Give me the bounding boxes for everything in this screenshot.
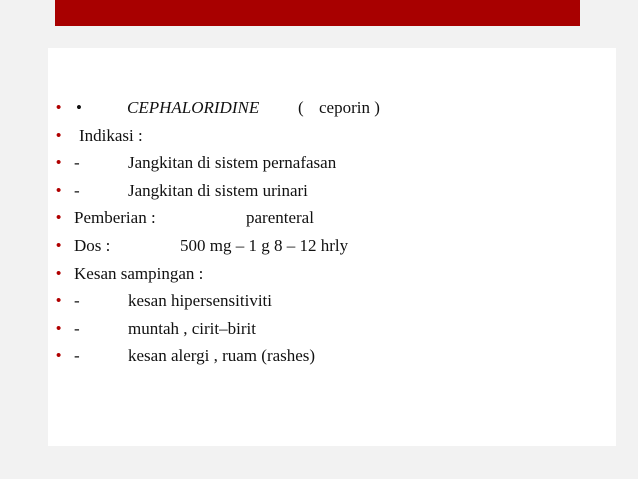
bullet-icon: • xyxy=(56,319,62,337)
administration-value: parenteral xyxy=(246,208,314,228)
indication-text: Jangkitan di sistem pernafasan xyxy=(128,153,337,173)
bullet-icon: • xyxy=(56,99,62,116)
bullet-icon: • xyxy=(56,126,62,144)
dash-marker: - xyxy=(74,291,80,311)
bullet-icon: • xyxy=(56,154,62,172)
dose-label: Dos : xyxy=(74,235,111,255)
open-paren: ( xyxy=(298,98,304,117)
bullet-icon: • xyxy=(56,236,62,254)
dash-marker: - xyxy=(74,180,80,200)
bullet-icon: • xyxy=(56,209,62,227)
drug-name: CEPHALORIDINE xyxy=(127,98,260,117)
inner-bullet: • xyxy=(76,98,82,117)
dose-value: 500 mg – 1 g 8 – 12 hrly xyxy=(180,235,349,255)
dash-marker: - xyxy=(74,318,80,338)
side-effects-heading: Kesan sampingan : xyxy=(74,263,204,283)
dash-marker: - xyxy=(74,346,80,366)
indications-heading: Indikasi : xyxy=(79,125,143,145)
dash-marker: - xyxy=(74,153,80,173)
bullet-icon: • xyxy=(56,264,62,282)
bullet-icon: • xyxy=(56,292,62,310)
drug-alias: ceporin ) xyxy=(319,98,380,117)
side-effect-text: muntah , cirit–birit xyxy=(128,318,256,338)
bullet-icon: • xyxy=(56,347,62,365)
administration-label: Pemberian : xyxy=(74,208,156,228)
indication-text: Jangkitan di sistem urinari xyxy=(128,180,308,200)
side-effect-text: kesan alergi , ruam (rashes) xyxy=(128,346,316,366)
bullet-icon: • xyxy=(56,181,62,199)
title-accent-bar xyxy=(55,0,580,26)
side-effect-text: kesan hipersensitiviti xyxy=(128,291,273,311)
